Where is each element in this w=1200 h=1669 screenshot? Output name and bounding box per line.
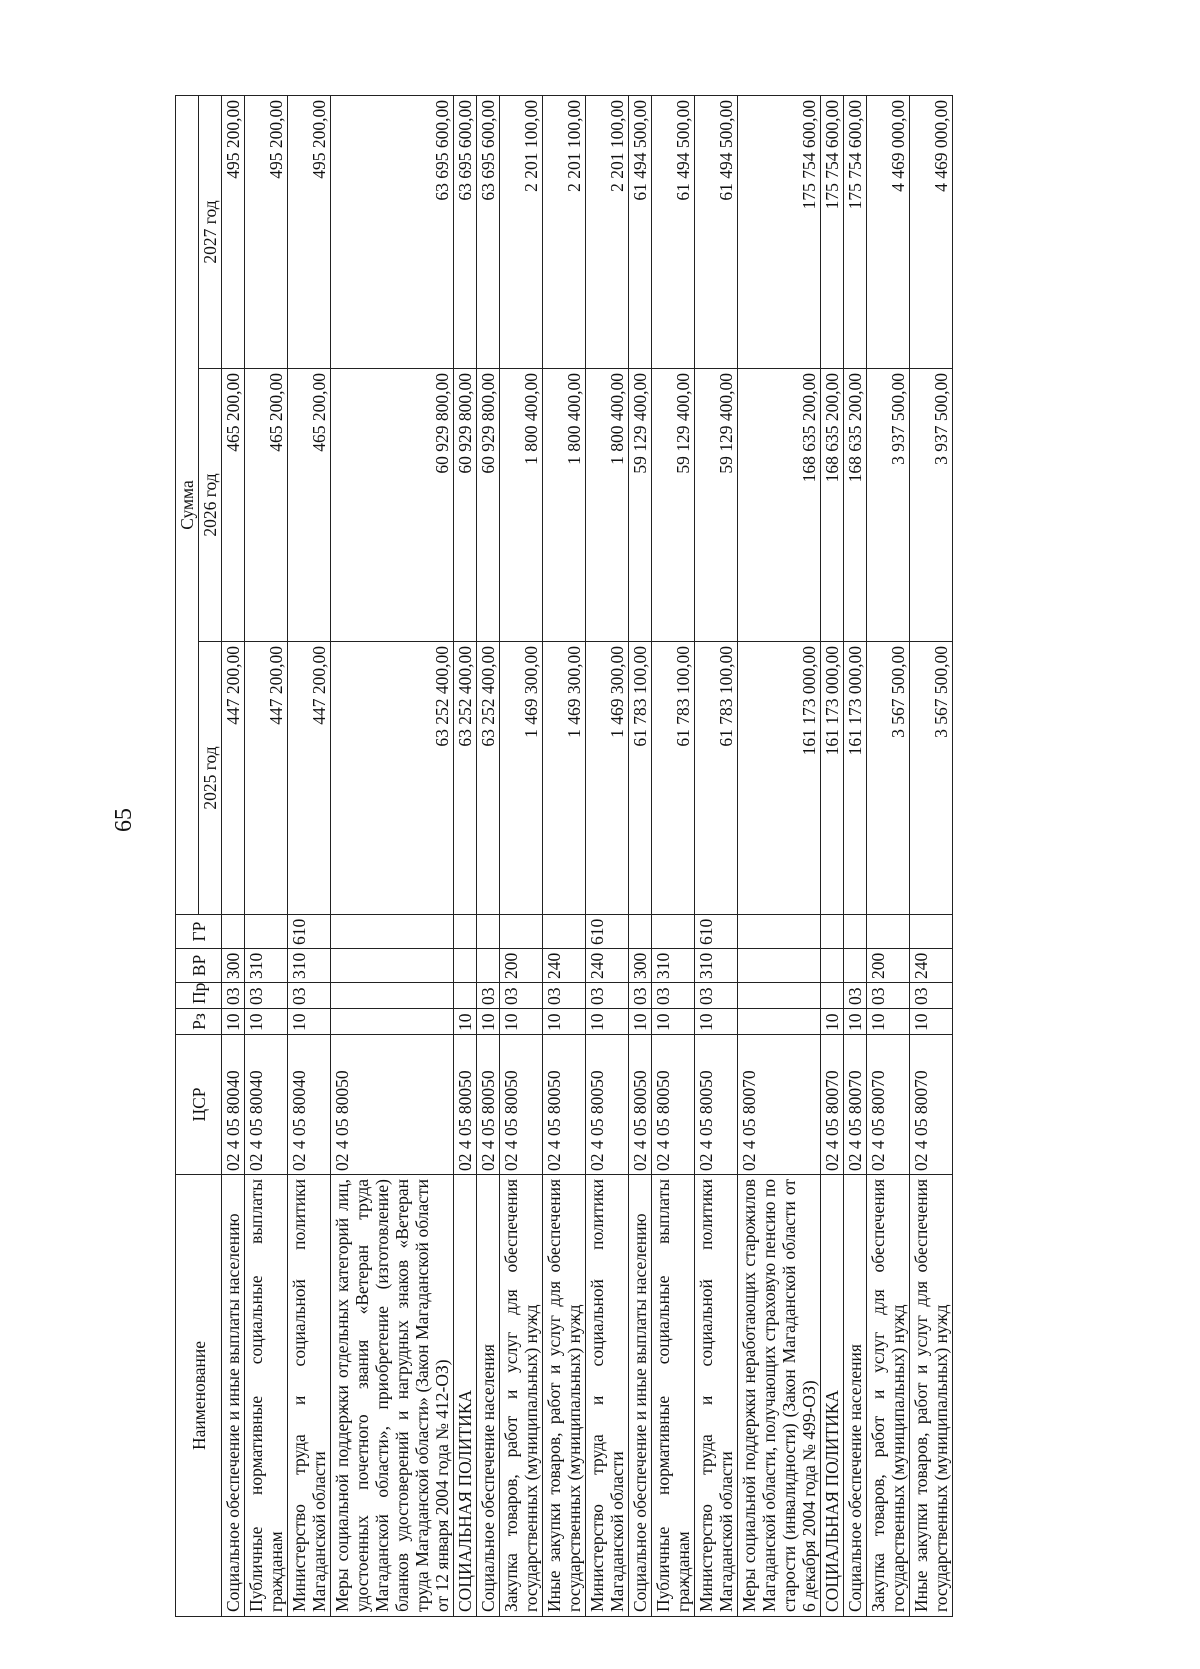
cell-gr: [844, 915, 867, 949]
table-row: [738, 95, 821, 1616]
cell-csr: 02 4 05 80040: [245, 1035, 288, 1175]
cell-csr: 02 4 05 80050: [454, 1035, 477, 1175]
cell-gr: [867, 915, 910, 949]
cell-amount-2027: 61 494 500,00: [695, 95, 738, 368]
cell-amount-2025: 161 173 000,00: [821, 642, 844, 915]
cell-amount-2025: 63 252 400,00: [477, 642, 500, 915]
cell-amount-2026: 59 129 400,00: [629, 369, 652, 642]
cell-vr: [738, 949, 821, 983]
table-row: [652, 95, 695, 1616]
cell-gr: [500, 915, 543, 949]
cell-amount-2025: 61 783 100,00: [629, 642, 652, 915]
cell-name: Министерство труда и социальной политики Магаданской области: [288, 1175, 331, 1617]
cell-vr: [844, 949, 867, 983]
cell-amount-2026: 3 937 500,00: [910, 369, 953, 642]
cell-gr: [652, 915, 695, 949]
cell-amount-2027: 2 201 100,00: [543, 95, 586, 368]
cell-csr: 02 4 05 80050: [629, 1035, 652, 1175]
cell-pr: 03: [222, 983, 245, 1009]
header-row: [176, 95, 199, 1616]
cell-csr: 02 4 05 80040: [288, 1035, 331, 1175]
cell-amount-2026: 1 800 400,00: [543, 369, 586, 642]
cell-amount-2025: 61 783 100,00: [652, 642, 695, 915]
cell-amount-2025: 1 469 300,00: [500, 642, 543, 915]
cell-gr: 610: [695, 915, 738, 949]
cell-name: Публичные нормативные социальные выплаты гражданам: [245, 1175, 288, 1617]
cell-amount-2026: 1 800 400,00: [500, 369, 543, 642]
cell-vr: 200: [867, 949, 910, 983]
cell-amount-2027: 63 695 600,00: [454, 95, 477, 368]
table-row: [695, 95, 738, 1616]
cell-pr: 03: [288, 983, 331, 1009]
cell-csr: 02 4 05 80040: [222, 1035, 245, 1175]
cell-amount-2026: 168 635 200,00: [821, 369, 844, 642]
cell-gr: [222, 915, 245, 949]
cell-rz: 10: [652, 1009, 695, 1035]
header-pr: Пр: [176, 983, 222, 1009]
table-row: [543, 95, 586, 1616]
cell-amount-2027: 495 200,00: [245, 95, 288, 368]
cell-csr: 02 4 05 80050: [477, 1035, 500, 1175]
table-row: [331, 95, 454, 1616]
cell-pr: 03: [245, 983, 288, 1009]
cell-gr: 610: [288, 915, 331, 949]
table-body: [222, 95, 953, 1616]
table-row: [844, 95, 867, 1616]
cell-amount-2025: 61 783 100,00: [695, 642, 738, 915]
cell-rz: 10: [245, 1009, 288, 1035]
cell-csr: 02 4 05 80050: [500, 1035, 543, 1175]
cell-amount-2027: 63 695 600,00: [331, 95, 454, 368]
cell-amount-2026: 59 129 400,00: [652, 369, 695, 642]
cell-rz: [331, 1009, 454, 1035]
cell-name: Социальное обеспечение населения: [477, 1175, 500, 1617]
cell-rz: 10: [288, 1009, 331, 1035]
cell-pr: 03: [629, 983, 652, 1009]
page-number: 65: [111, 808, 137, 832]
cell-gr: [331, 915, 454, 949]
cell-pr: 03: [500, 983, 543, 1009]
cell-amount-2027: 495 200,00: [288, 95, 331, 368]
cell-amount-2026: 3 937 500,00: [867, 369, 910, 642]
cell-csr: 02 4 05 80050: [586, 1035, 629, 1175]
cell-pr: 03: [844, 983, 867, 1009]
cell-amount-2025: 63 252 400,00: [454, 642, 477, 915]
table-row: [288, 95, 331, 1616]
cell-vr: [331, 949, 454, 983]
cell-amount-2025: 63 252 400,00: [331, 642, 454, 915]
cell-rz: 10: [910, 1009, 953, 1035]
cell-csr: 02 4 05 80050: [695, 1035, 738, 1175]
table-row: [867, 95, 910, 1616]
cell-csr: 02 4 05 80070: [844, 1035, 867, 1175]
cell-pr: 03: [586, 983, 629, 1009]
cell-amount-2027: 175 754 600,00: [821, 95, 844, 368]
header-rz: Рз: [176, 1009, 222, 1035]
cell-name: Социальное обеспечение и иные выплаты населению: [629, 1175, 652, 1617]
table-row: [477, 95, 500, 1616]
cell-csr: 02 4 05 80070: [738, 1035, 821, 1175]
cell-amount-2027: 2 201 100,00: [586, 95, 629, 368]
cell-name: Социальное обеспечение населения: [844, 1175, 867, 1617]
header-sum: Сумма: [176, 95, 199, 914]
cell-amount-2026: 168 635 200,00: [738, 369, 821, 642]
header-year-2027: 2027 год: [199, 95, 222, 368]
cell-amount-2027: 63 695 600,00: [477, 95, 500, 368]
cell-vr: 310: [652, 949, 695, 983]
cell-amount-2027: 2 201 100,00: [500, 95, 543, 368]
cell-rz: 10: [454, 1009, 477, 1035]
cell-rz: 10: [695, 1009, 738, 1035]
cell-amount-2025: 447 200,00: [245, 642, 288, 915]
cell-gr: [477, 915, 500, 949]
table-row: [586, 95, 629, 1616]
cell-gr: [543, 915, 586, 949]
cell-vr: 300: [629, 949, 652, 983]
cell-amount-2025: 1 469 300,00: [586, 642, 629, 915]
cell-amount-2026: 465 200,00: [222, 369, 245, 642]
cell-vr: 300: [222, 949, 245, 983]
cell-csr: 02 4 05 80050: [652, 1035, 695, 1175]
cell-rz: 10: [629, 1009, 652, 1035]
table-row: [454, 95, 477, 1616]
table-row: [910, 95, 953, 1616]
cell-rz: [738, 1009, 821, 1035]
cell-amount-2025: 3 567 500,00: [910, 642, 953, 915]
cell-pr: [331, 983, 454, 1009]
cell-name: Закупка товаров, работ и услуг для обеспечения государственных (муниципальных) нужд: [500, 1175, 543, 1617]
cell-amount-2025: 161 173 000,00: [738, 642, 821, 915]
cell-vr: [454, 949, 477, 983]
cell-gr: [245, 915, 288, 949]
cell-amount-2026: 60 929 800,00: [331, 369, 454, 642]
cell-vr: [821, 949, 844, 983]
cell-rz: 10: [477, 1009, 500, 1035]
cell-name: Закупка товаров, работ и услуг для обеспечения государственных (муниципальных) нужд: [867, 1175, 910, 1617]
cell-amount-2025: 3 567 500,00: [867, 642, 910, 915]
cell-amount-2025: 161 173 000,00: [844, 642, 867, 915]
cell-amount-2025: 447 200,00: [222, 642, 245, 915]
cell-name: Иные закупки товаров, работ и услуг для обеспечения государственных (муниципальных) нужд: [910, 1175, 953, 1617]
cell-pr: [821, 983, 844, 1009]
table-row: [222, 95, 245, 1616]
cell-pr: 03: [477, 983, 500, 1009]
cell-amount-2027: 61 494 500,00: [652, 95, 695, 368]
cell-gr: [738, 915, 821, 949]
table-row: [245, 95, 288, 1616]
cell-csr: 02 4 05 80050: [331, 1035, 454, 1175]
cell-pr: 03: [652, 983, 695, 1009]
cell-vr: 240: [910, 949, 953, 983]
cell-name: Социальное обеспечение и иные выплаты населению: [222, 1175, 245, 1617]
cell-gr: 610: [586, 915, 629, 949]
cell-csr: 02 4 05 80070: [910, 1035, 953, 1175]
cell-amount-2026: 465 200,00: [288, 369, 331, 642]
cell-rz: 10: [844, 1009, 867, 1035]
cell-vr: 310: [288, 949, 331, 983]
cell-gr: [629, 915, 652, 949]
cell-pr: 03: [910, 983, 953, 1009]
cell-rz: 10: [867, 1009, 910, 1035]
cell-vr: [477, 949, 500, 983]
cell-amount-2026: 60 929 800,00: [454, 369, 477, 642]
cell-name: Министерство труда и социальной политики Магаданской области: [586, 1175, 629, 1617]
cell-gr: [821, 915, 844, 949]
cell-name: Публичные нормативные социальные выплаты гражданам: [652, 1175, 695, 1617]
cell-name: Министерство труда и социальной политики Магаданской области: [695, 1175, 738, 1617]
header-gr: ГР: [176, 915, 222, 949]
cell-pr: [454, 983, 477, 1009]
cell-amount-2025: 447 200,00: [288, 642, 331, 915]
cell-gr: [910, 915, 953, 949]
cell-amount-2027: 175 754 600,00: [738, 95, 821, 368]
cell-amount-2026: 168 635 200,00: [844, 369, 867, 642]
cell-vr: 200: [500, 949, 543, 983]
cell-csr: 02 4 05 80070: [867, 1035, 910, 1175]
cell-amount-2027: 4 469 000,00: [910, 95, 953, 368]
table-row: [500, 95, 543, 1616]
cell-vr: 310: [245, 949, 288, 983]
cell-rz: 10: [586, 1009, 629, 1035]
cell-vr: 310: [695, 949, 738, 983]
rotated-table-container: [175, 95, 1065, 1617]
cell-amount-2026: 1 800 400,00: [586, 369, 629, 642]
cell-rz: 10: [543, 1009, 586, 1035]
cell-rz: 10: [821, 1009, 844, 1035]
cell-amount-2026: 465 200,00: [245, 369, 288, 642]
cell-rz: 10: [500, 1009, 543, 1035]
cell-name: Иные закупки товаров, работ и услуг для обеспечения государственных (муниципальных) нужд: [543, 1175, 586, 1617]
header-year-2025: 2025 год: [199, 642, 222, 915]
cell-rz: 10: [222, 1009, 245, 1035]
cell-csr: 02 4 05 80070: [821, 1035, 844, 1175]
cell-name: Меры социальной поддержки отдельных категорий лиц, удостоенных почетного звания «Ветеран труда Магаданской области», приобретение (изготовление) бланков удостоверений и нагрудных знаков «Ветеран труда Магаданской области» (Закон Магаданской области от 12 января 2004 года № 412-ОЗ): [331, 1175, 454, 1617]
cell-amount-2027: 495 200,00: [222, 95, 245, 368]
cell-csr: 02 4 05 80050: [543, 1035, 586, 1175]
cell-amount-2027: 61 494 500,00: [629, 95, 652, 368]
cell-name: Меры социальной поддержки неработающих старожилов Магаданской области, получающих страховую пенсию по старости (инвалидности) (Закон Магаданской области от 6 декабря 2004 года № 499-ОЗ): [738, 1175, 821, 1617]
cell-pr: [738, 983, 821, 1009]
cell-name: СОЦИАЛЬНАЯ ПОЛИТИКА: [454, 1175, 477, 1617]
table-row: [629, 95, 652, 1616]
cell-amount-2026: 59 129 400,00: [695, 369, 738, 642]
cell-amount-2025: 1 469 300,00: [543, 642, 586, 915]
header-name: Наименование: [176, 1175, 222, 1617]
cell-amount-2026: 60 929 800,00: [477, 369, 500, 642]
cell-amount-2027: 175 754 600,00: [844, 95, 867, 368]
header-vr: ВР: [176, 949, 222, 983]
cell-pr: 03: [695, 983, 738, 1009]
table-row: [821, 95, 844, 1616]
cell-pr: 03: [867, 983, 910, 1009]
header-csr: ЦСР: [176, 1035, 222, 1175]
cell-vr: 240: [586, 949, 629, 983]
cell-pr: 03: [543, 983, 586, 1009]
budget-table: [175, 95, 953, 1617]
cell-amount-2027: 4 469 000,00: [867, 95, 910, 368]
header-year-2026: 2026 год: [199, 369, 222, 642]
cell-vr: 240: [543, 949, 586, 983]
cell-gr: [454, 915, 477, 949]
cell-name: СОЦИАЛЬНАЯ ПОЛИТИКА: [821, 1175, 844, 1617]
